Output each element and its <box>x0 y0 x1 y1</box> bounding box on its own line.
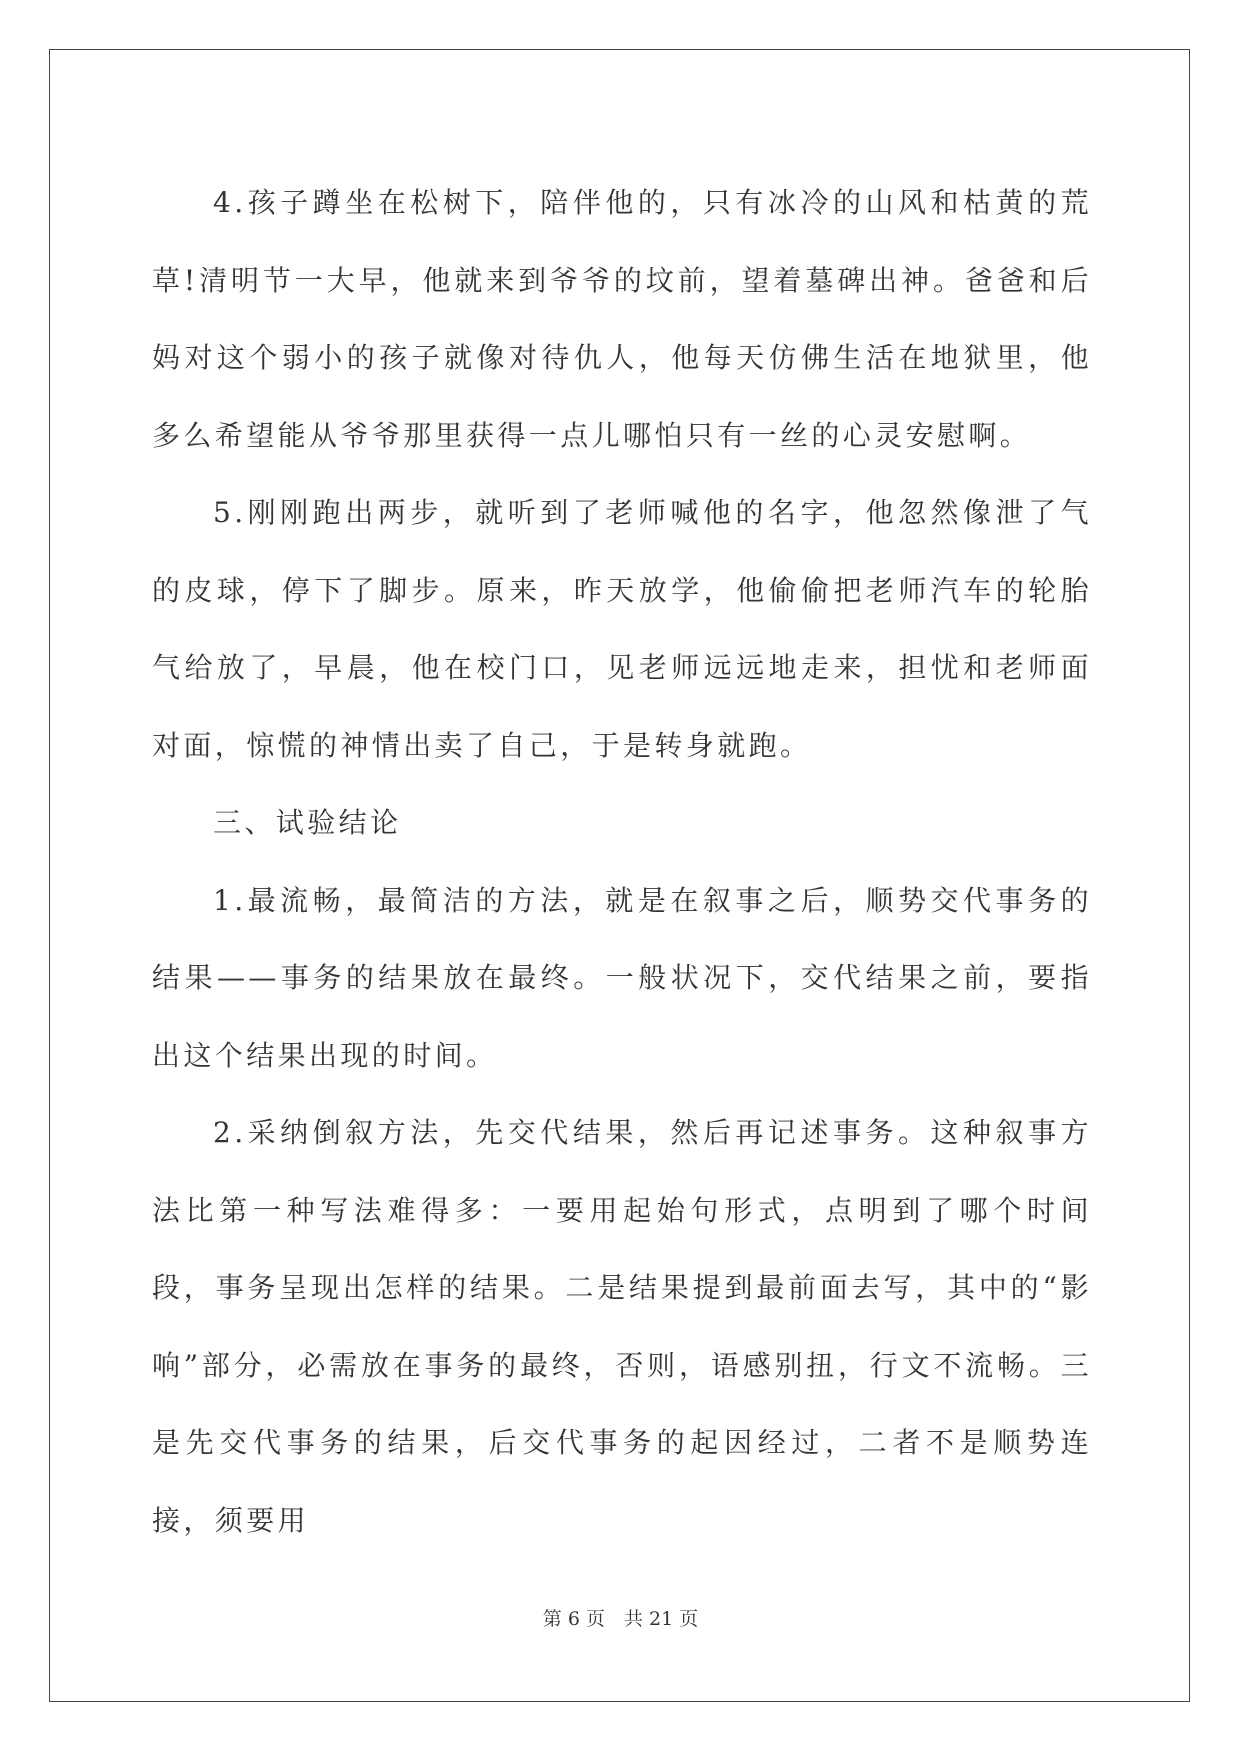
page-number-footer: 第 6 页 共 21 页 <box>542 1608 699 1630</box>
document-body <box>152 164 1092 1559</box>
conclusion-1: 1.最流畅，最简洁的方法，就是在叙事之后，顺势交代事务的结果——事务的结果放在最终。一般状况下，交代结果之前，要指出这个结果出现的时间。 <box>152 883 1092 1072</box>
section-heading: 三、试验结论 <box>213 806 402 839</box>
paragraph-5: 5.刚刚跑出两步，就听到了老师喊他的名字，他忽然像泄了气的皮球，停下了脚步。原来，昨天放学，他偷偷把老师汽车的轮胎气给放了，早晨，他在校门口，见老师远远地走来，担忧和老师面对面，惊慌的神情出卖了自己，于是转身就跑。 <box>152 496 1092 762</box>
conclusion-2: 2.采纳倒叙方法，先交代结果，然后再记述事务。这种叙事方法比第一种写法难得多：一要用起始句形式，点明到了哪个时间段，事务呈现出怎样的结果。二是结果提到最前面去写，其中的“影响”部分，必需放在事务的最终，否则，语感别扭，行文不流畅。三是先交代事务的结果，后交代事务的起因经过，二者不是顺势连接，须要用 <box>152 1116 1092 1537</box>
paragraph-4: 4.孩子蹲坐在松树下，陪伴他的，只有冰冷的山风和枯黄的荒草!清明节一大早，他就来到爷爷的坟前，望着墓碑出神。爸爸和后妈对这个弱小的孩子就像对待仇人，他每天仿佛生活在地狱里，他多么希望能从爷爷那里获得一点儿哪怕只有一丝的心灵安慰啊。 <box>152 186 1092 452</box>
